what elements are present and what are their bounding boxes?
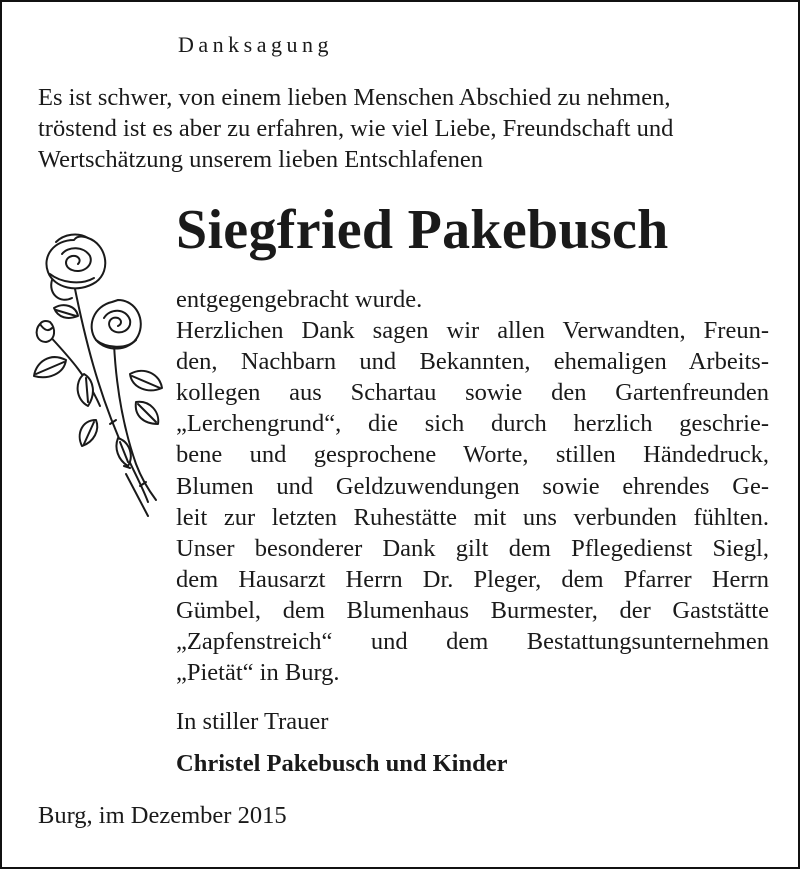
body-line: Unser besonderer Dank gilt dem Pflegedienst Siegl, bbox=[176, 534, 769, 562]
signature: Christel Pakebusch und Kinder bbox=[176, 750, 508, 777]
body-line: bene und gesprochene Worte, stillen Händedruck, bbox=[176, 441, 769, 469]
notice-body bbox=[176, 284, 769, 688]
intro-text bbox=[38, 82, 768, 175]
body-line: „Lerchengrund“, die sich durch herzlich geschrie- bbox=[176, 410, 769, 438]
body-line: leit zur letzten Ruhestätte mit uns verbunden fühlten. bbox=[176, 503, 769, 531]
place-date: Burg, im Dezember 2015 bbox=[38, 802, 287, 829]
body-line: Gümbel, dem Blumenhaus Burmester, der Gaststätte bbox=[176, 596, 769, 624]
intro-line: tröstend ist es aber zu erfahren, wie viel Liebe, Freundschaft und bbox=[38, 115, 674, 142]
body-line: entgegengebracht wurde. bbox=[176, 286, 423, 313]
body-line: „Zapfenstreich“ und dem Bestattungsunternehmen bbox=[176, 628, 769, 656]
body-line: Blumen und Geldzuwendungen sowie ehrendes Ge- bbox=[176, 472, 769, 500]
intro-line: Wertschätzung unserem lieben Entschlafenen bbox=[38, 146, 483, 173]
body-line: den, Nachbarn und Bekannten, ehemaligen Arbeits- bbox=[176, 348, 769, 376]
deceased-name: Siegfried Pakebusch bbox=[176, 199, 669, 261]
roses-illustration-icon bbox=[26, 224, 166, 524]
mourning-phrase: In stiller Trauer bbox=[176, 708, 329, 735]
body-line: Herzlichen Dank sagen wir allen Verwandten, Freun- bbox=[176, 317, 769, 345]
body-line: kollegen aus Schartau sowie den Gartenfreunden bbox=[176, 379, 769, 407]
body-line: dem Hausarzt Herrn Dr. Pleger, dem Pfarrer Herrn bbox=[176, 565, 769, 593]
intro-line: Es ist schwer, von einem lieben Menschen Abschied zu nehmen, bbox=[38, 84, 671, 111]
body-line: „Pietät“ in Burg. bbox=[176, 659, 340, 687]
notice-heading: Danksagung bbox=[178, 32, 333, 57]
